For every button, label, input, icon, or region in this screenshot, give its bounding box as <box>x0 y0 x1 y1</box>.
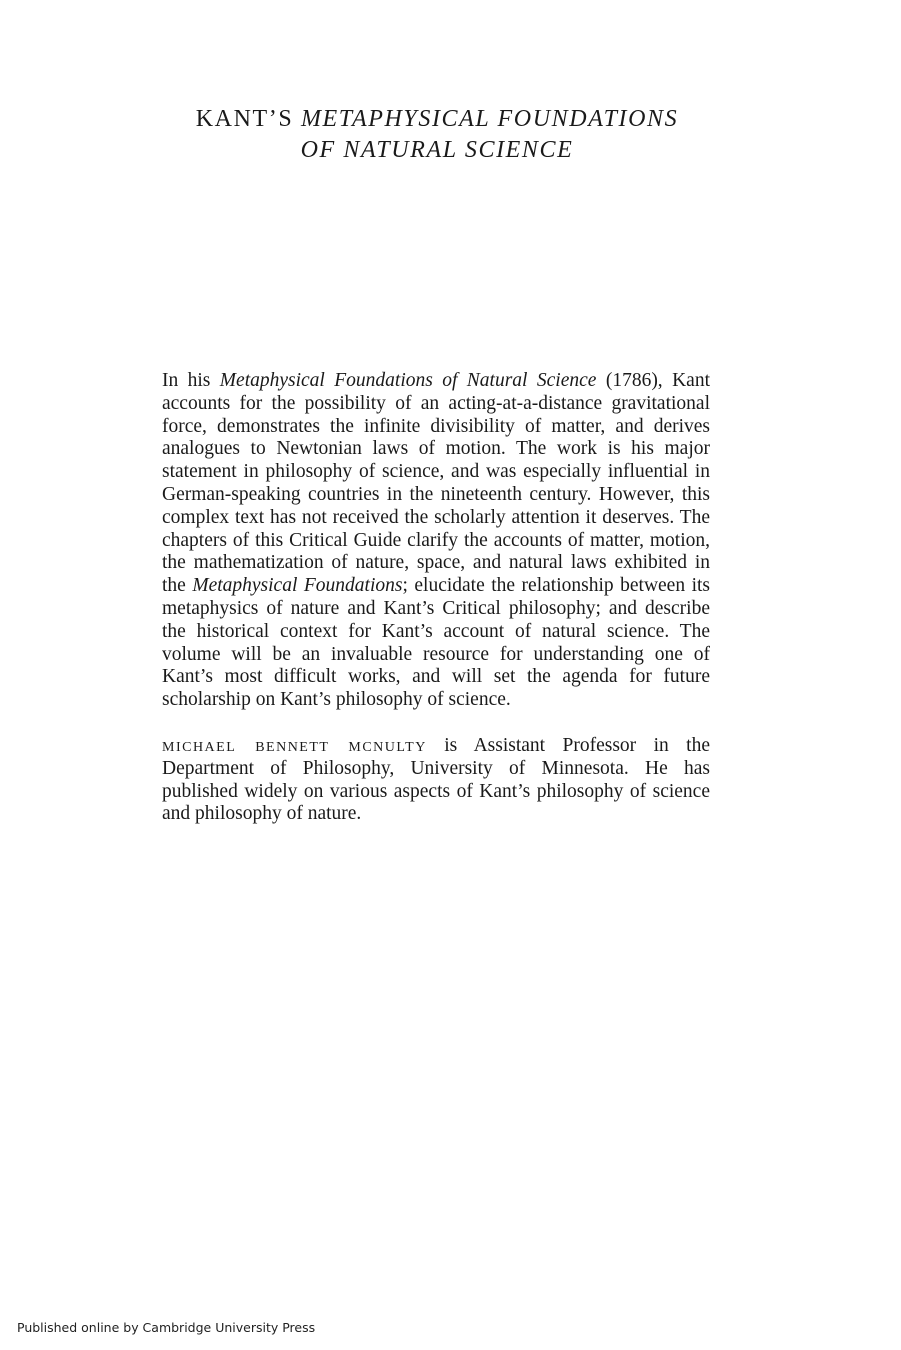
book-title <box>0 104 874 166</box>
description-part-2: (1786), Kant accounts for the possibility of an acting-at-a-distance gravitational force, demonstrates the infinite divisibility of matter, and derives analogues to Newtonian laws of motion. The work is his major statement in philosophy of science, and was especially influential in German-speaking countries in the nineteenth century. However, this complex text has not received the scholarly attention it deserves. The chapters of this Critical Guide clarify the accounts of matter, motion, the mathematization of nature, space, and natural laws exhibited in the <box>162 370 710 597</box>
author-bio <box>162 735 710 826</box>
publisher-footer: Published online by Cambridge University Press <box>17 1320 316 1335</box>
description-part-3: ; elucidate the relationship between its metaphysics of nature and Kant’s Critical philosophy; and describe the historical context for Kant’s account of natural science. The volume will be an invaluable resource for understanding one of Kant’s most difficult works, and will set the agenda for future scholarship on Kant’s philosophy of science. <box>162 575 711 711</box>
book-description <box>162 370 710 712</box>
author-name: michael bennett mcnulty <box>162 735 427 756</box>
author-bio-text: is Assistant Professor in the Department of Philosophy, University of Minnesota. He has published widely on various aspects of Kant’s philosophy of science and philosophy of nature. <box>162 735 710 825</box>
description-part-1: In his <box>162 370 220 391</box>
description-italic-title-2: Metaphysical Foundations <box>192 575 403 597</box>
title-line-1 <box>0 104 874 135</box>
title-roman: KANT’S <box>195 106 301 132</box>
title-line-2: OF NATURAL SCIENCE <box>300 137 574 163</box>
title-italic-1: METAPHYSICAL FOUNDATIONS <box>300 106 679 132</box>
description-italic-title-1: Metaphysical Foundations of Natural Science <box>219 370 597 391</box>
